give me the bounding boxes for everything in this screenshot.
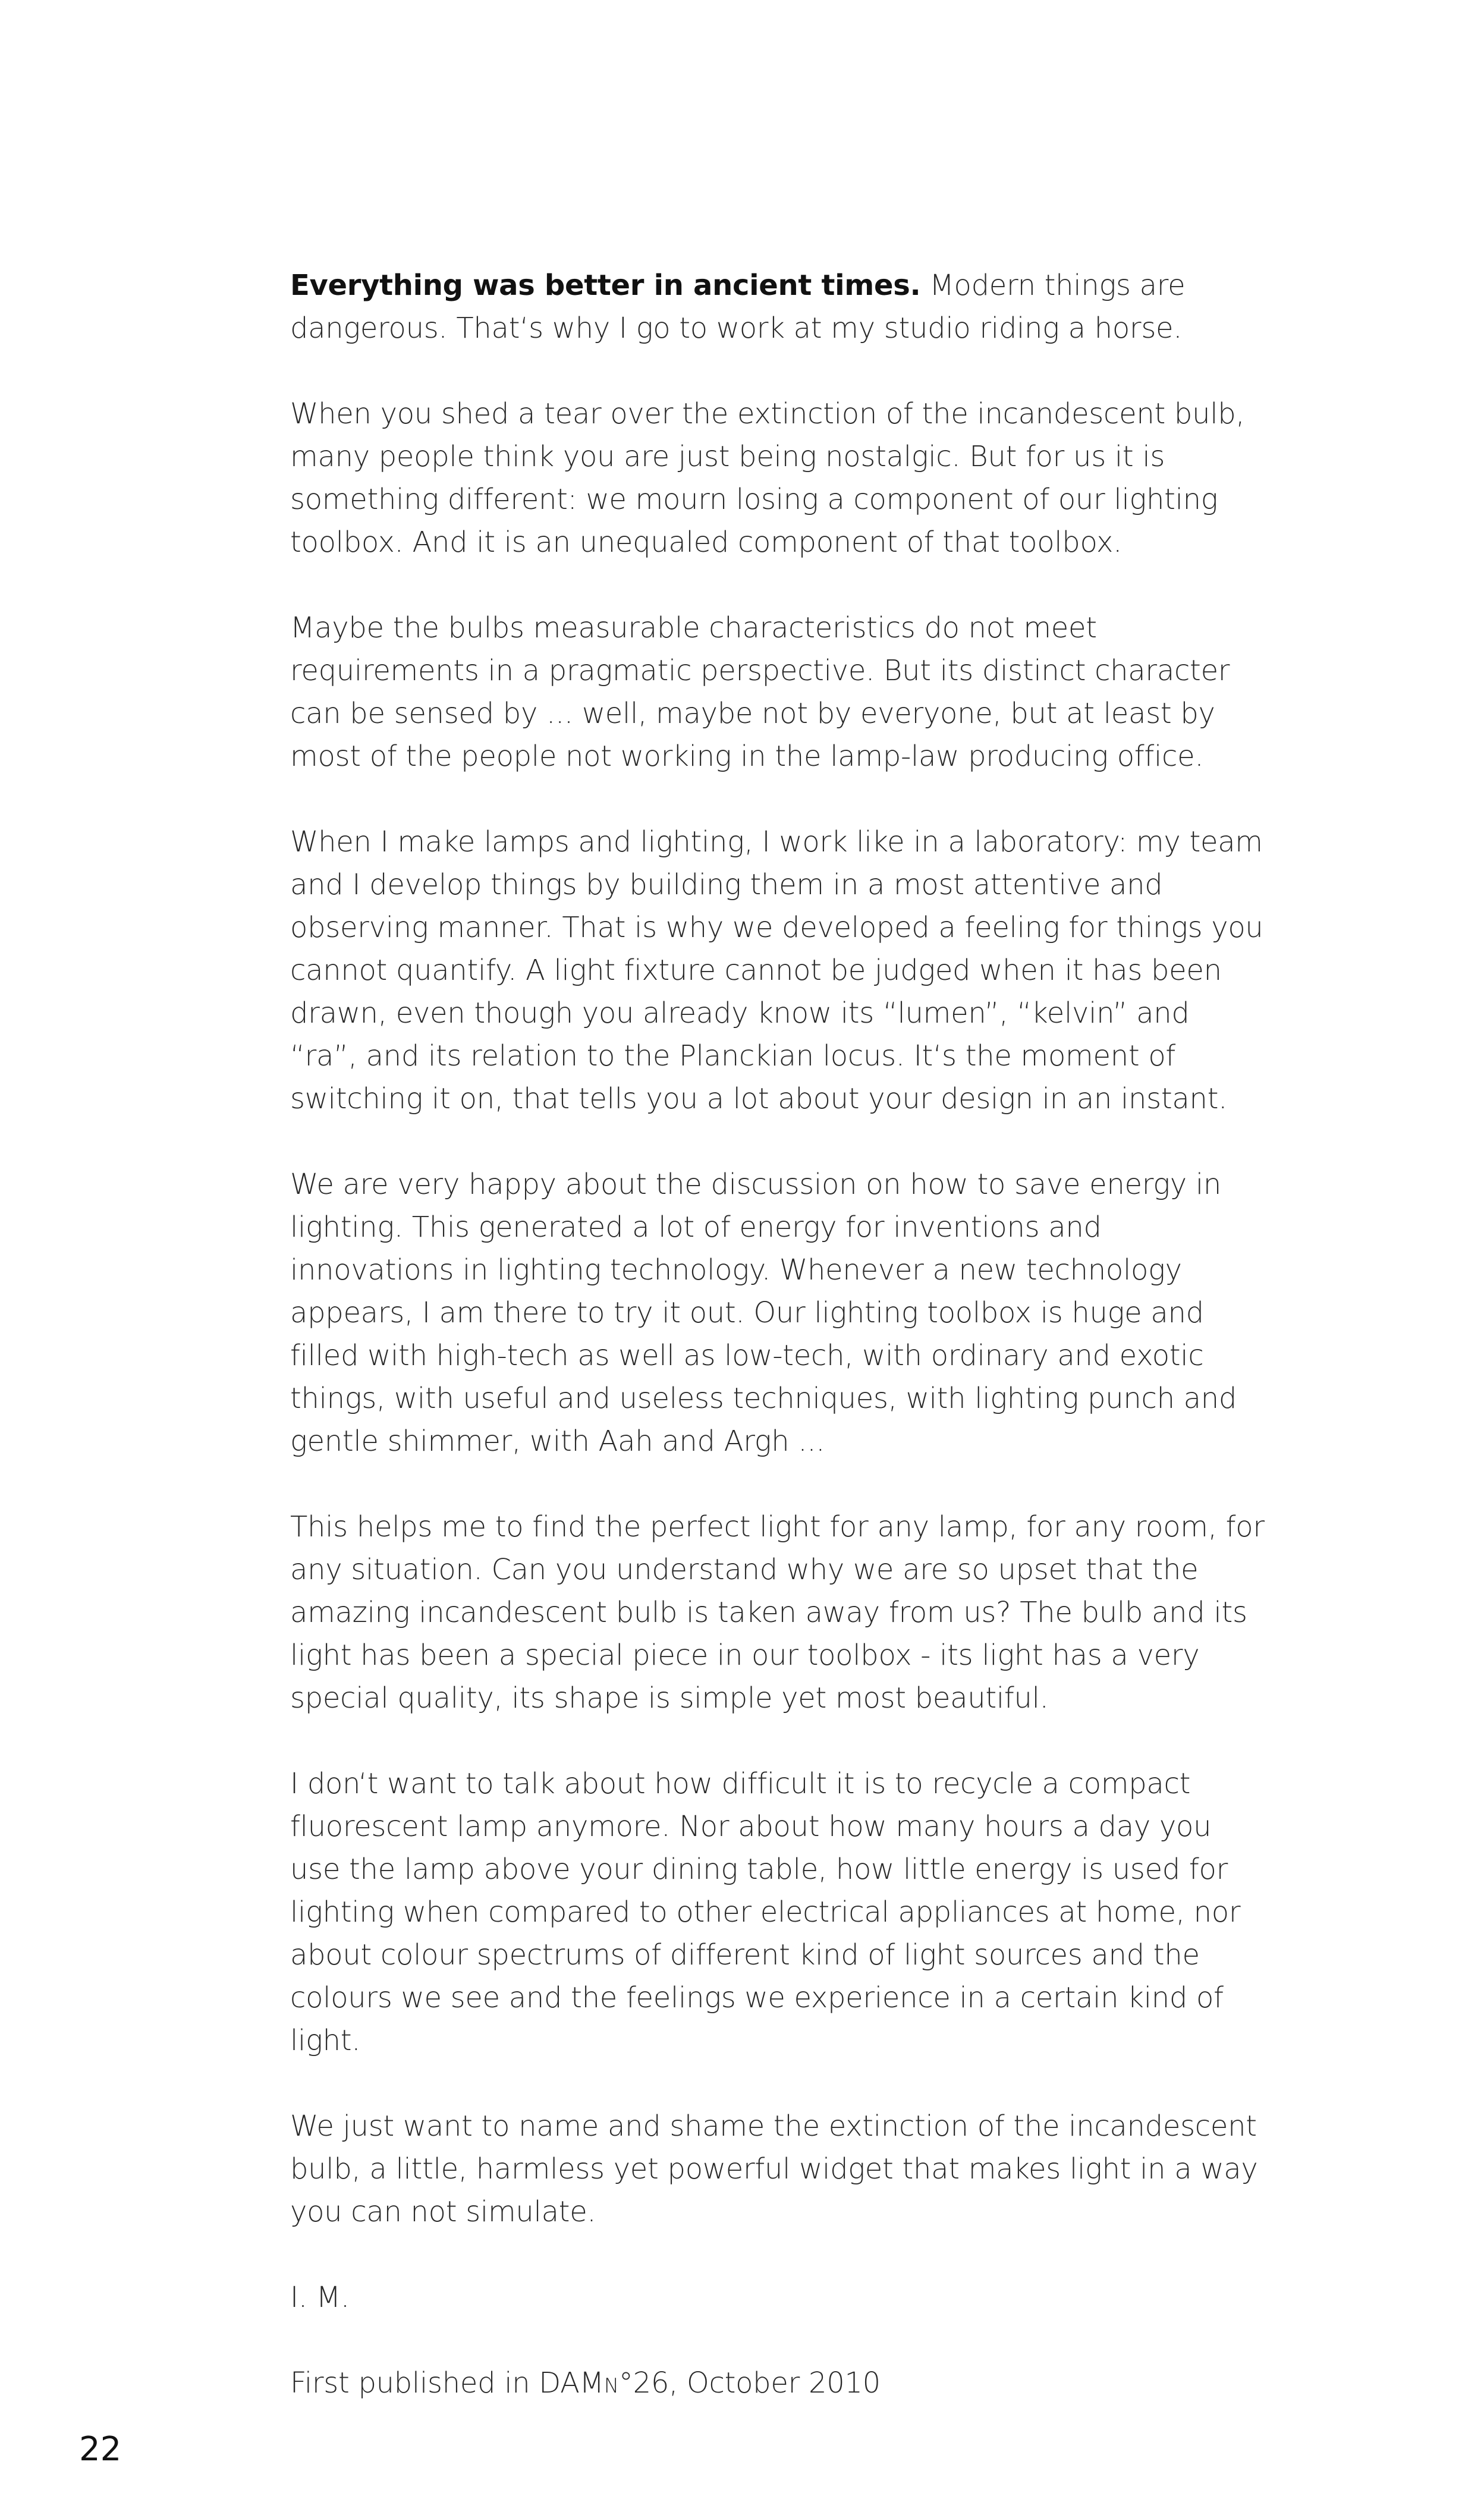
paragraph-4: When I make lamps and lighting, I work like in a laboratory: my team and I develop things by building them in a most attentive and observing manner. That is why we developed a feeling for things you cannot quantify. A light fixture cannot be judged when it has been drawn, even though you already know its “lumen”, “kelvin” and “ra”, and its relation to the Planckian locus. It‘s the moment of switching it on, that tells you a lot about your design in an instant.: [290, 825, 1263, 1115]
page-number: 22: [79, 2430, 122, 2469]
publication-suffix: °26, October 2010: [618, 2366, 881, 2400]
publication-prefix: First published in DAM: [290, 2366, 604, 2400]
lead-sentence: Everything was better in ancient times.: [290, 269, 921, 302]
publication-note: [290, 2362, 1265, 2404]
paragraph-7: I don‘t want to talk about how difficult it is to recycle a compact fluorescent lamp anymore. Nor about how many hours a day you use the lamp above your dining table, how little energy is used for lighting when compared to other electrical appliances at home, nor about colour spectrums of different kind of light sources and the colours we see and the feelings we experience in a certain kind of light.: [290, 1767, 1241, 2057]
signature: I. M.: [290, 2281, 350, 2314]
paragraph-8: We just want to name and shame the extinction of the incandescent bulb, a little, harmless yet powerful widget that makes light in a way you can not simulate.: [290, 2110, 1258, 2228]
publication-small-caps: n: [603, 2366, 619, 2400]
article-body: [290, 264, 1265, 2447]
paragraph-5: We are very happy about the discussion on how to save energy in lighting. This generated a lot of energy for inventions and innovations in lighting technology. Whenever a new technology appears, I am there to try it out. Our lighting toolbox is huge and filled with high-tech as well as low-tech, with ordinary and exotic things, with useful and useless techniques, with lighting punch and gentle shimmer, with Aah and Argh ...: [290, 1168, 1237, 1458]
intro-text: Modern things are dangerous. That‘s why I go to work at my studio riding a horse.: [290, 269, 1186, 345]
paragraph-6: This helps me to find the perfect light for any lamp, for any room, for any situation. Can you understand why we are so upset that the amazing incandescent bulb is taken away from us? The bulb and its light has been a special piece in our toolbox - its light has a very special quality, its shape is simple yet most beautiful.: [290, 1510, 1265, 1715]
paragraph-3: Maybe the bulbs measurable characteristics do not meet requirements in a pragmatic perspective. But its distinct character can be sensed by ... well, maybe not by everyone, but at least by most of the people not working in the lamp-law producing office.: [290, 611, 1230, 773]
paragraph-intro: [290, 264, 1265, 350]
paragraph-2: When you shed a tear over the extinction of the incandescent bulb, many people think you are just being nostalgic. But for us it is something different: we mourn losing a component of our lighting toolbox. And it is an unequaled component of that toolbox.: [290, 397, 1245, 559]
